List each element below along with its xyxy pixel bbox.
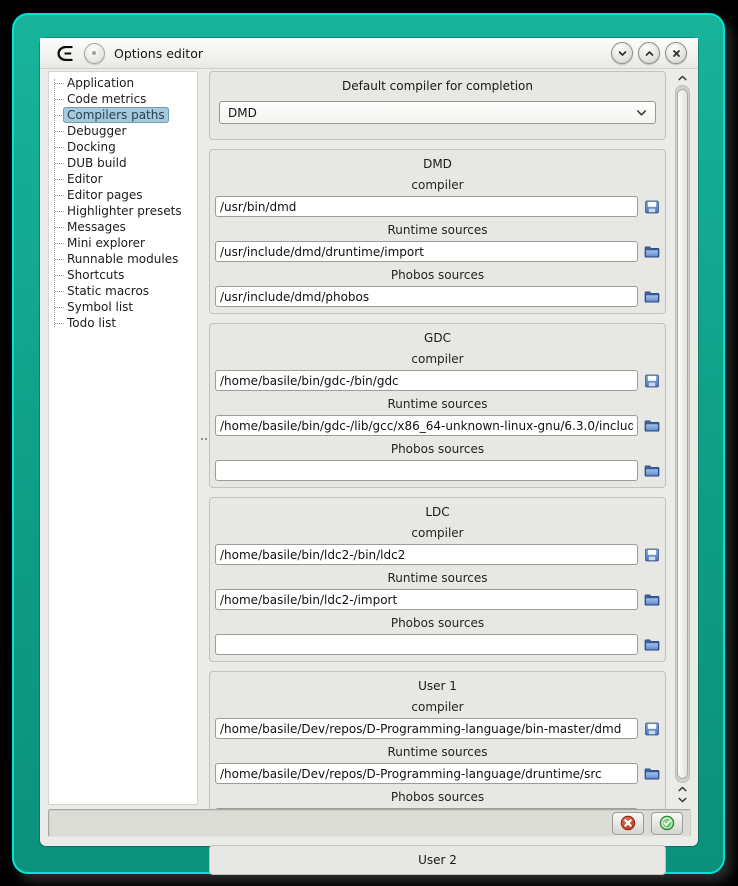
file-open-icon	[644, 200, 660, 214]
window-frame	[12, 13, 725, 874]
sidebar-item-highlighter-presets[interactable]: Highlighter presets	[49, 203, 197, 219]
sidebar-item-dub-build[interactable]: DUB build	[49, 155, 197, 171]
window-menu-icon[interactable]	[84, 43, 105, 64]
sidebar-item-symbol-list[interactable]: Symbol list	[49, 299, 197, 315]
sidebar-item-todo-list[interactable]: Todo list	[49, 315, 197, 331]
runtime-sources-input[interactable]	[215, 415, 638, 436]
select-folder-button[interactable]	[643, 766, 660, 782]
window-controls	[611, 42, 687, 64]
group-title: User 2	[418, 853, 457, 867]
phobos-sources-input[interactable]	[215, 286, 638, 307]
file-open-icon	[644, 548, 660, 562]
chevron-up-icon	[644, 48, 655, 59]
scrollbar-thumb[interactable]	[677, 89, 688, 779]
sidebar-item-compilers-paths[interactable]: Compilers paths	[49, 107, 197, 123]
field-label: compiler	[411, 178, 464, 192]
compiler-path-input[interactable]	[215, 370, 638, 391]
chevron-down-icon	[678, 797, 687, 803]
content-area	[40, 69, 698, 867]
vertical-scrollbar[interactable]	[674, 71, 691, 805]
field-label: compiler	[411, 526, 464, 540]
sidebar-item-editor-pages[interactable]: Editor pages	[49, 187, 197, 203]
close-button[interactable]	[665, 42, 687, 64]
window-title: Options editor	[114, 45, 203, 61]
group-title: User 1	[418, 679, 457, 693]
select-folder-button[interactable]	[643, 289, 660, 305]
folder-open-icon	[644, 767, 660, 781]
file-open-icon	[644, 722, 660, 736]
runtime-sources-input[interactable]	[215, 763, 638, 784]
scroll-up-button[interactable]	[674, 71, 691, 85]
chevron-down-icon	[617, 48, 628, 59]
sidebar-item-docking[interactable]: Docking	[49, 139, 197, 155]
field-label: Runtime sources	[387, 745, 488, 759]
select-folder-button[interactable]	[643, 637, 660, 653]
group-title: DMD	[423, 157, 452, 171]
field-label: Phobos sources	[390, 268, 485, 282]
select-file-button[interactable]	[643, 547, 660, 563]
accept-icon	[659, 815, 675, 831]
sidebar-item-debugger[interactable]: Debugger	[49, 123, 197, 139]
options-editor-window	[40, 38, 698, 867]
sidebar-item-mini-explorer[interactable]: Mini explorer	[49, 235, 197, 251]
chevron-up-icon	[678, 75, 687, 81]
sidebar-item-runnable-modules[interactable]: Runnable modules	[49, 251, 197, 267]
folder-open-icon	[644, 290, 660, 304]
field-label: Phobos sources	[390, 616, 485, 630]
titlebar	[40, 38, 698, 69]
category-tree	[48, 71, 198, 805]
cancel-icon	[620, 815, 636, 831]
folder-open-icon	[644, 593, 660, 607]
sidebar-item-application[interactable]: Application	[49, 75, 197, 91]
minimize-button[interactable]	[611, 42, 633, 64]
group-title: LDC	[425, 505, 450, 519]
select-file-button[interactable]	[643, 199, 660, 215]
sidebar-item-static-macros[interactable]: Static macros	[49, 283, 197, 299]
field-label: compiler	[411, 700, 464, 714]
select-folder-button[interactable]	[643, 463, 660, 479]
select-folder-button[interactable]	[643, 244, 660, 260]
file-open-icon	[644, 374, 660, 388]
sidebar-item-shortcuts[interactable]: Shortcuts	[49, 267, 197, 283]
field-label: Runtime sources	[387, 571, 488, 585]
compiler-path-input[interactable]	[215, 718, 638, 739]
sidebar-splitter[interactable]	[198, 71, 209, 805]
chevron-down-icon	[636, 109, 647, 117]
select-folder-button[interactable]	[643, 592, 660, 608]
runtime-sources-input[interactable]	[215, 241, 638, 262]
default-compiler-group	[209, 71, 666, 140]
close-icon	[671, 48, 682, 59]
compilers-paths-panel	[209, 71, 671, 867]
scroll-down-button[interactable]	[674, 794, 691, 805]
compiler-group-dmd	[209, 149, 666, 314]
folder-open-icon	[644, 464, 660, 478]
scroll-up-button-secondary[interactable]	[674, 783, 691, 794]
selected-compiler: DMD	[228, 105, 257, 120]
select-file-button[interactable]	[643, 373, 660, 389]
group-title: Default compiler for completion	[342, 79, 533, 93]
field-label: Runtime sources	[387, 223, 488, 237]
accept-button[interactable]	[651, 812, 683, 835]
phobos-sources-input[interactable]	[215, 460, 638, 481]
compiler-path-input[interactable]	[215, 544, 638, 565]
sidebar-item-editor[interactable]: Editor	[49, 171, 197, 187]
statusbar-area	[40, 805, 698, 846]
select-folder-button[interactable]	[643, 418, 660, 434]
cancel-button[interactable]	[612, 812, 644, 835]
group-title: GDC	[424, 331, 451, 345]
field-label: Phobos sources	[390, 790, 485, 804]
compiler-group-gdc	[209, 323, 666, 488]
folder-open-icon	[644, 245, 660, 259]
sidebar-item-messages[interactable]: Messages	[49, 219, 197, 235]
coedit-logo-icon	[53, 45, 75, 62]
folder-open-icon	[644, 638, 660, 652]
maximize-button[interactable]	[638, 42, 660, 64]
compiler-group-ldc	[209, 497, 666, 662]
select-file-button[interactable]	[643, 721, 660, 737]
field-label: compiler	[411, 352, 464, 366]
phobos-sources-input[interactable]	[215, 634, 638, 655]
runtime-sources-input[interactable]	[215, 589, 638, 610]
sidebar-item-code-metrics[interactable]: Code metrics	[49, 91, 197, 107]
field-label: Runtime sources	[387, 397, 488, 411]
chevron-up-icon	[678, 786, 687, 792]
scrollbar-track[interactable]	[675, 85, 690, 783]
compiler-path-input[interactable]	[215, 196, 638, 217]
statusbar	[48, 809, 691, 837]
compiler-group-user2	[209, 845, 666, 875]
default-compiler-select[interactable]	[219, 101, 656, 124]
field-label: Phobos sources	[390, 442, 485, 456]
folder-open-icon	[644, 419, 660, 433]
